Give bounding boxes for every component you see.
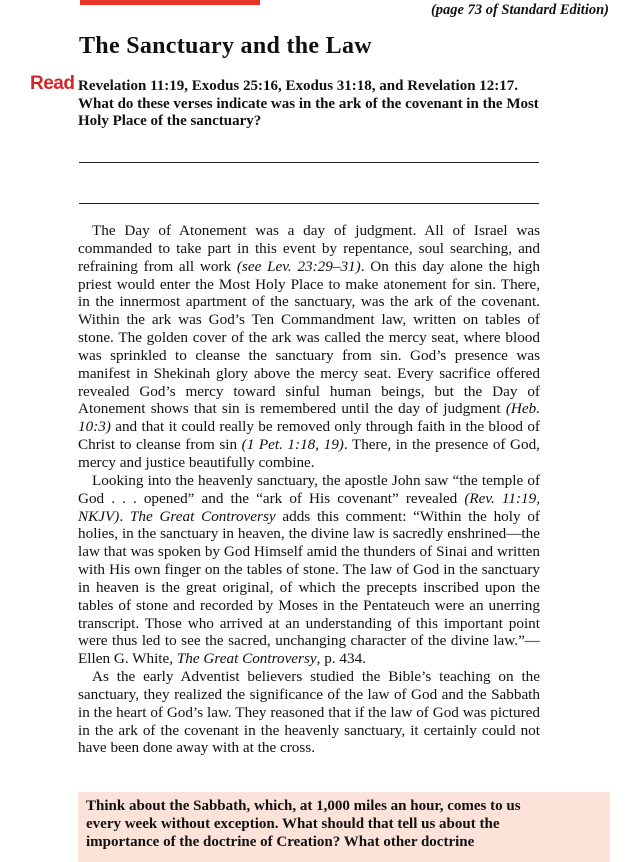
p1-text-c: and that it could really be removed only through faith in the blood of Christ to cleanse from sin [78,418,540,454]
body-paragraph-1 [78,222,540,472]
scripture-ref: (Heb. 10:3) [78,400,540,436]
p2-text-c: , p. 434. [316,650,366,668]
body-paragraph-2 [78,472,540,668]
p2-text-a: Looking into the heavenly sanctuary, the apostle John saw “the temple of God . . . opened” and the “ark of His covenant” revealed [78,471,540,507]
p2-sep: . [119,507,130,525]
p1-text-d: . There, in the presence of God, mercy and justice beautifully combine. [78,436,540,471]
edition-note: (page 73 of Standard Edition) [430,2,609,18]
read-section [30,73,540,131]
page-title: The Sanctuary and the Law [79,33,372,59]
lesson-body [78,222,540,757]
scripture-ref: (see Lev. 23:29–31) [236,257,361,275]
think-box [78,792,610,862]
answer-line-1[interactable] [79,162,539,163]
top-accent-bar [80,0,260,5]
read-label: Read [30,73,75,94]
book-title: The Great Controversy [176,650,317,668]
body-paragraph-3: As the early Adventist believers studied the Bible’s teaching on the sanctuary, they realized the significance of the law of God and the Sabbath in the heart of God’s law. They reasoned that if the law of God was pictured in the ark of the covenant in the heavenly sanctuary, it certainly could not have been done away with at the cross. [78,668,540,757]
p1-text-b: . On this day alone the high priest would enter the Most Holy Place to make atonement for sin. There, in the innermost apartment of the sanctuary, was the ark of the covenant. Within the ark was God’s Ten Commandment law, written on tables of stone. The golden cover of the ark was called the mercy seat, where blood was sprinkled to cleanse the sanctuary from sin. God’s presence was manifest in Shekinah glory above the mercy seat. Every sacrifice offered revealed God’s mercy toward sinful human beings, but the Day of Atonement shows that sin is remembered until the day of judgment [78,257,540,418]
book-title: The Great Controversy [129,507,276,525]
think-text: Think about the Sabbath, which, at 1,000 miles an hour, comes to us every week without exception. What should that tell us about the importance of the doctrine of Creation? What other doctrine [86,798,521,850]
read-prompt: Revelation 11:19, Exodus 25:16, Exodus 31:18, and Revelation 12:17. What do these verses indicate was in the ark of the covenant in the Most Holy Place of the sanctuary? [78,78,539,129]
answer-line-2[interactable] [79,203,539,204]
p1-text-a: The Day of Atonement was a day of judgment. All of Israel was commanded to take part in this event by repentance, soul searching, and refraining from all work [78,222,540,275]
p2-text-b: adds this comment: “Within the holy of holies, in the sanctuary in heaven, the divine law is sacredly enshrined—the law that was spoken by God Himself amid the thunders of Sinai and written with His own finger on the tables of stone. The law of God in the sanctuary in heaven is the great original, of which the precepts inscribed upon the tables of stone and recorded by Moses in the Pentateuch were an unerring transcript. Those who arrived at an understanding of this important point were thus led to see the sacred, unchanging character of the divine law.”—Ellen G. White, [78,507,540,668]
scripture-ref: (1 Pet. 1:18, 19) [241,436,344,454]
scripture-ref: (Rev. 11:19, NKJV) [78,489,541,525]
